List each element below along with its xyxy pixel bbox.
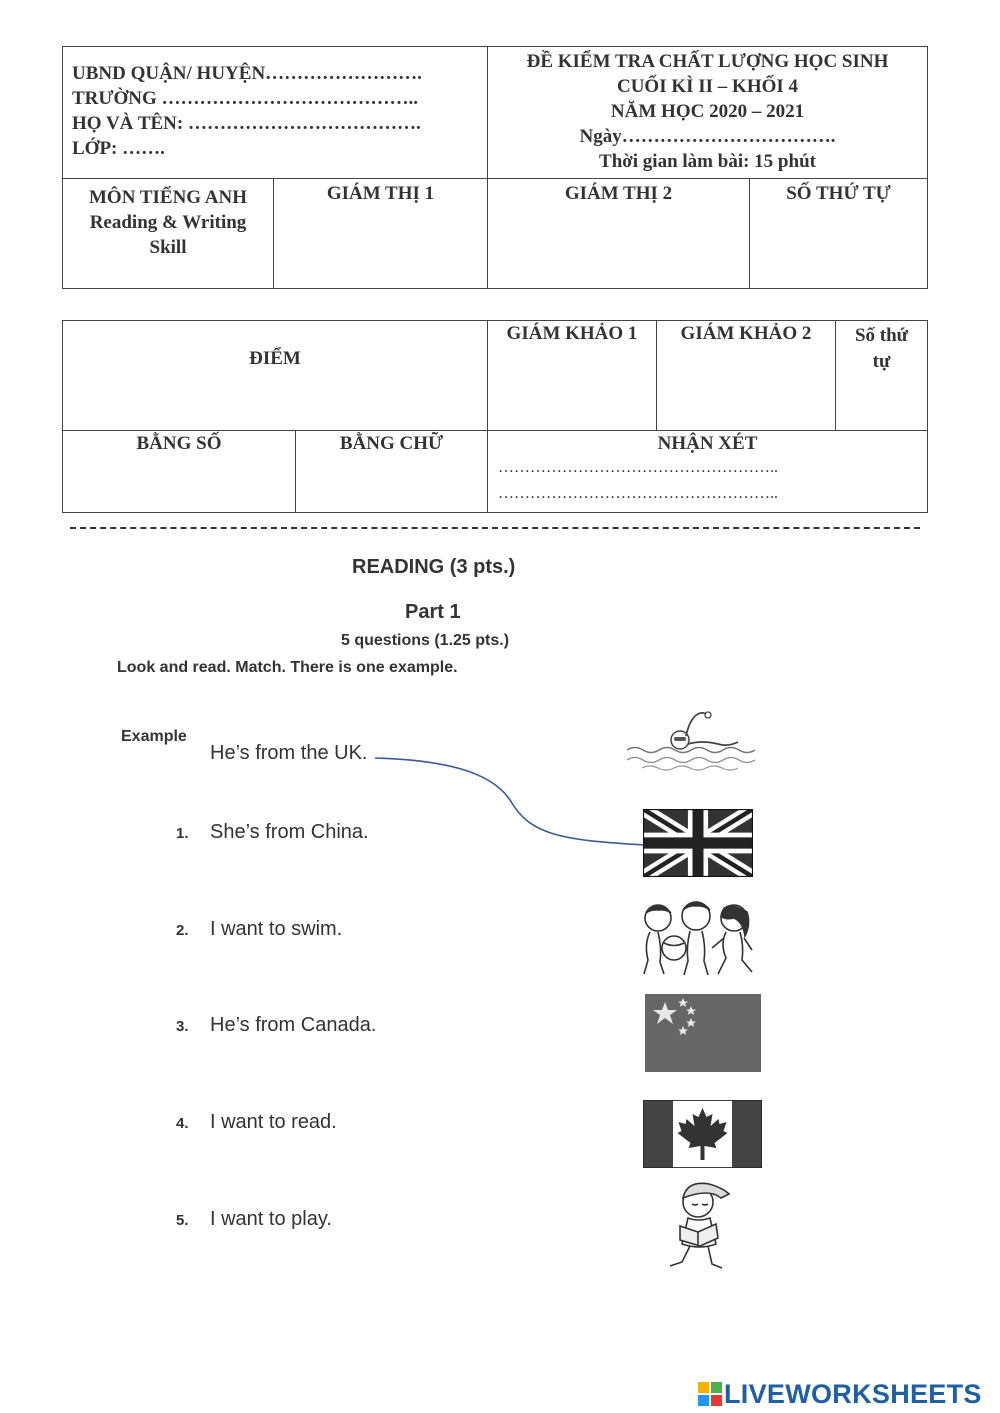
part-title: Part 1 — [405, 601, 461, 623]
class-line[interactable]: LỚP: ……. — [72, 138, 165, 159]
question-5-sentence[interactable]: I want to play. — [210, 1208, 332, 1230]
serial-label-1: Số thứ — [854, 325, 909, 346]
question-2-number: 2. — [176, 922, 189, 939]
district-line[interactable]: UBND QUẬN/ HUYỆN……………………. — [72, 63, 422, 84]
exam-title: ĐỀ KIỂM TRA CHẤT LƯỢNG HỌC SINH — [526, 51, 889, 72]
instruction: Look and read. Match. There is one example. — [117, 659, 458, 676]
swimmer-picture[interactable] — [622, 706, 756, 778]
score-cell — [63, 321, 488, 431]
liveworksheets-logo — [698, 1378, 982, 1409]
comment-line-1[interactable]: …………………………………………….. — [498, 459, 778, 476]
examiner-2-cell[interactable] — [657, 321, 836, 431]
proctor-2-cell[interactable] — [488, 179, 750, 289]
canada-flag[interactable] — [643, 1100, 762, 1168]
children-playing-picture[interactable] — [636, 898, 756, 978]
serial-number-cell[interactable] — [750, 179, 928, 289]
subject-cell — [63, 179, 274, 289]
examiner-1-cell[interactable] — [488, 321, 657, 431]
comments-cell[interactable] — [488, 431, 928, 513]
exam-time: Thời gian làm bài: 15 phút — [599, 151, 816, 172]
in-words-label: BẰNG CHỮ — [339, 433, 444, 454]
subject-title: MÔN TIẾNG ANH — [88, 187, 247, 208]
question-1-number: 1. — [176, 825, 189, 842]
cut-line — [70, 527, 920, 529]
exam-grade: CUỐI KÌ II – KHỐI 4 — [616, 76, 799, 97]
exam-info-cell — [488, 47, 928, 179]
serial-number-label: SỐ THỨ TỰ — [786, 183, 891, 204]
in-numbers-label: BẰNG SỐ — [136, 433, 222, 454]
comment-line-2[interactable]: …………………………………………….. — [498, 485, 778, 502]
question-4-sentence[interactable]: I want to read. — [210, 1111, 337, 1133]
school-line[interactable]: TRƯỜNG ………………………………….. — [72, 88, 419, 109]
example-sentence[interactable]: He’s from the UK. — [210, 742, 368, 764]
question-3-number: 3. — [176, 1018, 189, 1035]
examiner-1-label: GIÁM KHẢO 1 — [506, 323, 638, 344]
question-1-sentence[interactable]: She’s from China. — [210, 821, 369, 843]
question-3-sentence[interactable]: He’s from Canada. — [210, 1014, 377, 1036]
question-4-number: 4. — [176, 1115, 189, 1132]
example-label: Example — [121, 728, 187, 745]
logo-text: LIVEWORKSHEETS — [724, 1378, 982, 1409]
grading-table — [62, 320, 928, 513]
score-words-cell[interactable] — [296, 431, 488, 513]
serial-cell[interactable] — [836, 321, 928, 431]
score-label: ĐIỂM — [249, 347, 301, 369]
china-flag[interactable] — [645, 994, 761, 1072]
proctor-1-cell[interactable] — [274, 179, 488, 289]
serial-label-2: tự — [872, 351, 891, 372]
boy-reading-picture[interactable] — [660, 1178, 740, 1276]
school-year: NĂM HỌC 2020 – 2021 — [610, 101, 805, 122]
proctor-2-label: GIÁM THỊ 2 — [564, 183, 673, 204]
exam-date[interactable]: Ngày……………………………. — [579, 126, 836, 147]
subject-skill-2: Skill — [149, 237, 187, 258]
proctor-1-label: GIÁM THỊ 1 — [326, 183, 435, 204]
question-2-sentence[interactable]: I want to swim. — [210, 918, 343, 940]
question-5-number: 5. — [176, 1212, 189, 1229]
comments-label: NHẬN XÉT — [657, 433, 758, 454]
uk-flag[interactable] — [643, 809, 753, 877]
header-table — [62, 46, 928, 289]
score-number-cell[interactable] — [63, 431, 296, 513]
logo-icon — [698, 1382, 722, 1406]
student-info-cell — [63, 47, 488, 179]
subject-skill: Reading & Writing — [89, 212, 247, 233]
section-title: READING (3 pts.) — [352, 556, 516, 578]
name-line[interactable]: HỌ VÀ TÊN: ………………………………. — [72, 113, 421, 134]
question-count: 5 questions (1.25 pts.) — [341, 632, 510, 649]
examiner-2-label: GIÁM KHẢO 2 — [680, 323, 812, 344]
